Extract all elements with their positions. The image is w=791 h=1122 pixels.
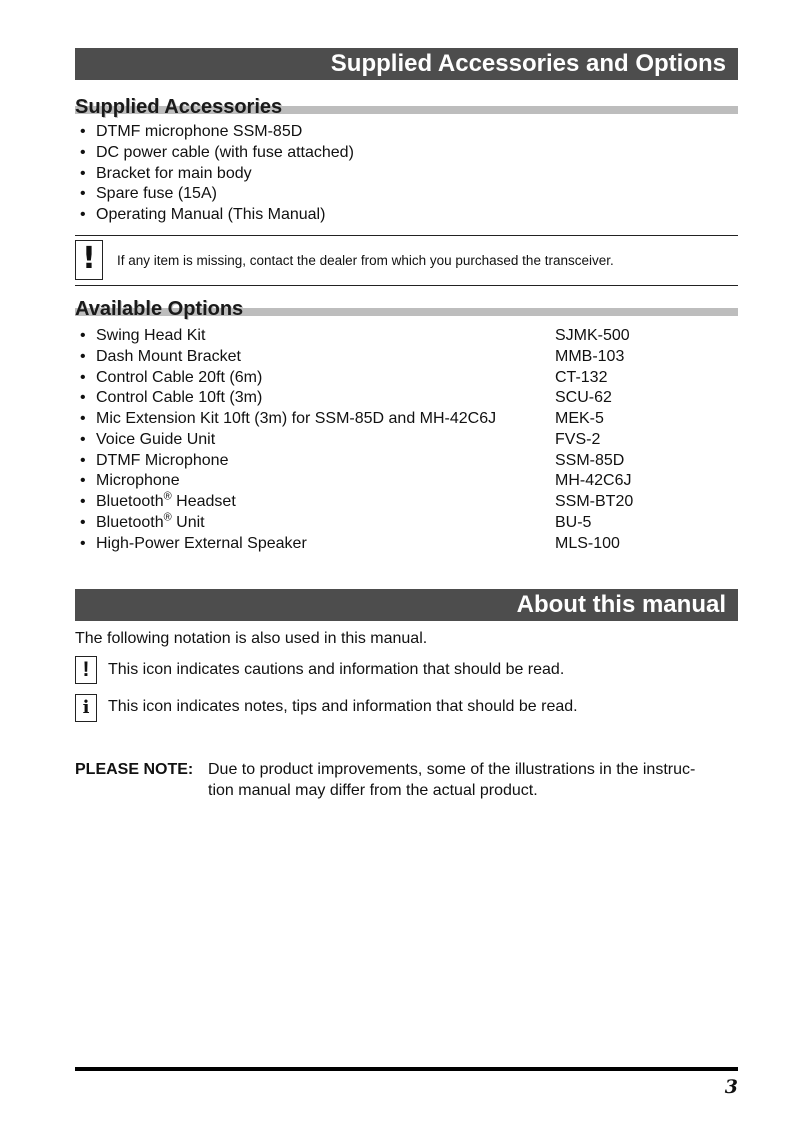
section-banner-about bbox=[75, 589, 738, 621]
page-number: 3 bbox=[724, 1076, 738, 1098]
caution-description: This icon indicates cautions and information that should be read. bbox=[108, 661, 565, 678]
option-name-suffix: Unit bbox=[171, 513, 205, 531]
section-banner-accessories bbox=[75, 48, 738, 80]
list-item: • Bluetooth® Unit BU-5 bbox=[75, 513, 496, 534]
option-code: MEK-5 bbox=[555, 410, 604, 427]
about-intro: The following notation is also used in this manual. bbox=[75, 630, 428, 647]
option-name: Control Cable 10ft (3m) bbox=[96, 389, 263, 407]
registered-mark: ® bbox=[163, 511, 172, 524]
note-description: This icon indicates notes, tips and information that should be read. bbox=[108, 698, 578, 715]
supplied-accessories-heading bbox=[75, 96, 738, 118]
option-name: Swing Head Kit bbox=[96, 327, 206, 344]
list-item: • Dash Mount Bracket MMB-103 bbox=[75, 347, 496, 368]
section-banner-title: About this manual bbox=[516, 591, 726, 618]
info-icon: i bbox=[75, 694, 97, 722]
option-code: SCU-62 bbox=[555, 389, 612, 407]
option-code: MMB-103 bbox=[555, 347, 625, 365]
list-item: • Bluetooth® Headset SSM-BT20 bbox=[75, 492, 496, 513]
option-code: SSM-BT20 bbox=[555, 493, 634, 510]
option-code: MLS-100 bbox=[555, 534, 620, 552]
list-item: • DC power cable (with fuse attached) bbox=[80, 143, 354, 161]
list-item: • Microphone MH-42C6J bbox=[75, 471, 496, 492]
list-item: • Bracket for main body bbox=[80, 164, 252, 182]
option-code: MH-42C6J bbox=[555, 472, 632, 490]
list-item: • Operating Manual (This Manual) bbox=[80, 206, 326, 223]
heading-text: Available Options bbox=[75, 298, 244, 320]
please-note-line-1: Due to product improvements, some of the illustrations in the instruc- bbox=[208, 761, 696, 778]
option-name: Mic Extension Kit 10ft (3m) for SSM-85D and MH-42C6J bbox=[96, 410, 497, 427]
option-code: FVS-2 bbox=[555, 430, 601, 448]
option-name: Microphone bbox=[96, 472, 180, 490]
list-item: • DTMF Microphone SSM-85D bbox=[75, 451, 496, 472]
option-name: Voice Guide Unit bbox=[96, 430, 216, 448]
available-options-heading bbox=[75, 298, 738, 320]
footer-rule bbox=[75, 1067, 738, 1071]
registered-mark: ® bbox=[163, 490, 172, 503]
option-name: Dash Mount Bracket bbox=[96, 347, 241, 365]
list-item: • Spare fuse (15A) bbox=[80, 185, 217, 203]
caution-icon: ! bbox=[75, 656, 97, 684]
option-name: Bluetooth bbox=[96, 513, 164, 531]
list-item: • Voice Guide Unit FVS-2 bbox=[75, 430, 496, 451]
option-code: SJMK-500 bbox=[555, 327, 630, 344]
supplied-accessories-list bbox=[75, 122, 354, 226]
list-item: • Control Cable 10ft (3m) SCU-62 bbox=[75, 388, 496, 409]
notice-bottom-rule bbox=[75, 285, 738, 286]
option-name: High-Power External Speaker bbox=[96, 534, 307, 552]
option-name: DTMF Microphone bbox=[96, 451, 229, 469]
option-name: Bluetooth bbox=[96, 493, 164, 510]
list-item: • Control Cable 20ft (6m) CT-132 bbox=[75, 368, 496, 389]
section-banner-title: Supplied Accessories and Options bbox=[330, 50, 726, 77]
available-options-list bbox=[75, 326, 634, 554]
option-code: SSM-85D bbox=[555, 451, 625, 469]
missing-item-notice: If any item is missing, contact the dealer from which you purchased the transceiver. bbox=[117, 253, 614, 268]
option-name: Control Cable 20ft (6m) bbox=[96, 368, 263, 386]
please-note-line-2: tion manual may differ from the actual product. bbox=[208, 782, 538, 799]
option-code: BU-5 bbox=[555, 513, 592, 531]
heading-text: Supplied Accessories bbox=[75, 96, 283, 118]
list-item: • Mic Extension Kit 10ft (3m) for SSM-85D and MH-42C6J MEK-5 bbox=[75, 409, 496, 430]
list-item: • Swing Head Kit SJMK-500 bbox=[75, 326, 496, 347]
option-code: CT-132 bbox=[555, 368, 608, 386]
list-item: • High-Power External Speaker MLS-100 bbox=[75, 534, 496, 555]
notice-top-rule bbox=[75, 235, 738, 236]
please-note-label: PLEASE NOTE: bbox=[75, 761, 194, 778]
list-item: • DTMF microphone SSM-85D bbox=[80, 123, 303, 140]
caution-icon: ! bbox=[75, 240, 103, 280]
option-name-suffix: Headset bbox=[171, 493, 236, 510]
